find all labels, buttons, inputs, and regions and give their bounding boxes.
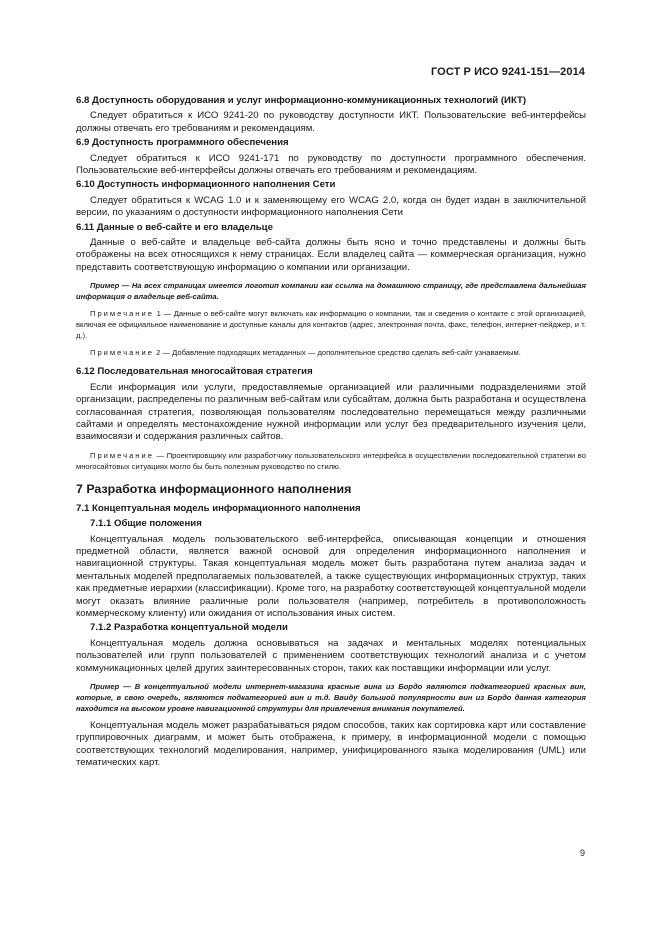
heading-6-12: 6.12 Последовательная многосайтовая стратегия	[76, 366, 313, 378]
heading-6-10: 6.10 Доступность информационного наполнения Сети	[76, 179, 336, 191]
paragraph-6-11: Данные о веб-сайте и владельце веб-сайта должны быть ясно и точно представлены и должны быть отображены на всех относящихся к нему страницах. Если владелец сайта — коммерческая организация, нужно представить соответствующую информацию о компании или организации.	[76, 237, 586, 273]
paragraph-7-1-2-b: Концептуальная модель может разрабатываться рядом способов, таких как сортировка карт или составление группировочных диаграмм, и может быть отображена, к примеру, в информационной модели с помощью соответствующих технологий моделирования, например, унифицированного языка моделирования (UML) или тематических карт.	[76, 720, 586, 769]
note-6-12	[76, 450, 586, 472]
example-7-1-2: Пример — В концептуальной модели интернет-магазина красные вина из Бордо являются подкатегорией красных вин, которые, в свою очередь, являются подкатегорией вин и т.д. Ввиду большой популярности вин из Бордо данная категория находится на высоком уровне навигационной структуры для привлечения внимания покупателей.	[76, 682, 586, 713]
note-text: 2 — Добавление подходящих метаданных — дополнительное средство сделать веб-сайт узнаваемым.	[156, 348, 521, 358]
paragraph-7-1-1: Концептуальная модель пользовательского веб-интерфейса, описывающая концепции и отношения предметной области, является важной основой для определения информационного наполнения и навигационной структуры. Такая концептуальная модель может быть разработана путем анализа задач и ментальных моделей предполагаемых пользователей, а также существующих информационных структур, таких как предметные иерархии (классификации). Кроме того, на разработку соответствующей концептуальной модели могут оказать влияние различные роли пользователя (например, потребитель в противоположность коммерческому клиенту) или ожидания от использования иных систем.	[76, 533, 586, 619]
note-6-11-1	[76, 308, 586, 341]
note-text: 1 — Данные о веб-сайте могут включать как информацию о компании, так и сведения о контакте с этой организацией, включая ее официальное наименование и доступные каналы для контактов (адрес, электронная почта, факс, телефон, интернет-пейджер, и т. д.).	[76, 309, 586, 341]
heading-7: 7 Разработка информационного наполнения	[76, 481, 352, 496]
paragraph-7-1-2: Концептуальная модель должна основываться на задачах и ментальных моделях потенциальных пользователей или групп пользователей с применением соответствующих технологий анализа и с учетом коммуникационных целей других заинтересованных сторон, таких как поставщики информации или услуг.	[76, 637, 586, 674]
page-content	[76, 95, 586, 772]
heading-7-1-1: 7.1.1 Общие положения	[90, 518, 202, 530]
page-number: 9	[579, 848, 585, 858]
heading-6-9: 6.9 Доступность программного обеспечения	[76, 137, 289, 149]
paragraph-6-8: Следует обратиться к ИСО 9241-20 по руководству доступности ИКТ. Пользовательские веб-интерфейсы должны отвечать его требованиям и рекомендациям.	[76, 110, 586, 134]
heading-7-1: 7.1 Концептуальная модель информационного наполнения	[76, 502, 361, 514]
paragraph-6-9: Следует обратиться к ИСО 9241-171 по руководству по доступности программного обеспечения. Пользовательские веб-интерфейсы должны отвечать его требованиям и рекомендациям.	[76, 152, 586, 177]
note-label: Примечание	[90, 450, 154, 460]
heading-6-11: 6.11 Данные о веб-сайте и его владельце	[76, 221, 273, 233]
example-6-11: Пример — На всех страницах имеется логотип компании как ссылка на домашнюю страницу, где представлена дальнейшая информация о владельце веб-сайта.	[76, 281, 586, 302]
paragraph-6-12: Если информация или услуги, предоставляемые организацией или различными подразделениями этой организации, распределены по различным веб-сайтам или субсайтам, должна быть разработана и осуществлена согласованная стратегия, позволяющая пользователям последовательно перемещаться между различными сайтами и определять местонахождение нужной информации или услуг без предварительного изучения цели, взаимосвязи и содержания различных сайтов.	[76, 381, 586, 443]
paragraph-6-10: Следует обратиться к WCAG 1.0 и к заменяющему его WCAG 2.0, когда он будет издан в заключительной версии, по указаниям о доступности информационного наполнения Сети	[76, 194, 586, 219]
standard-header: ГОСТ Р ИСО 9241-151—2014	[430, 66, 585, 78]
note-6-11-2	[76, 347, 586, 358]
note-label: Примечание	[90, 309, 154, 319]
note-label: Примечание	[90, 348, 154, 358]
heading-7-1-2: 7.1.2 Разработка концептуальной модели	[90, 622, 288, 634]
heading-6-8: 6.8 Доступность оборудования и услуг информационно-коммуникационных технологий (ИКТ)	[76, 95, 527, 106]
note-text: — Проектировщику или разработчику пользовательского интерфейса в осуществлении последовательной стратегии во многосайтовых ситуациях могло бы быть полезным руководство по стилю.	[76, 450, 586, 471]
